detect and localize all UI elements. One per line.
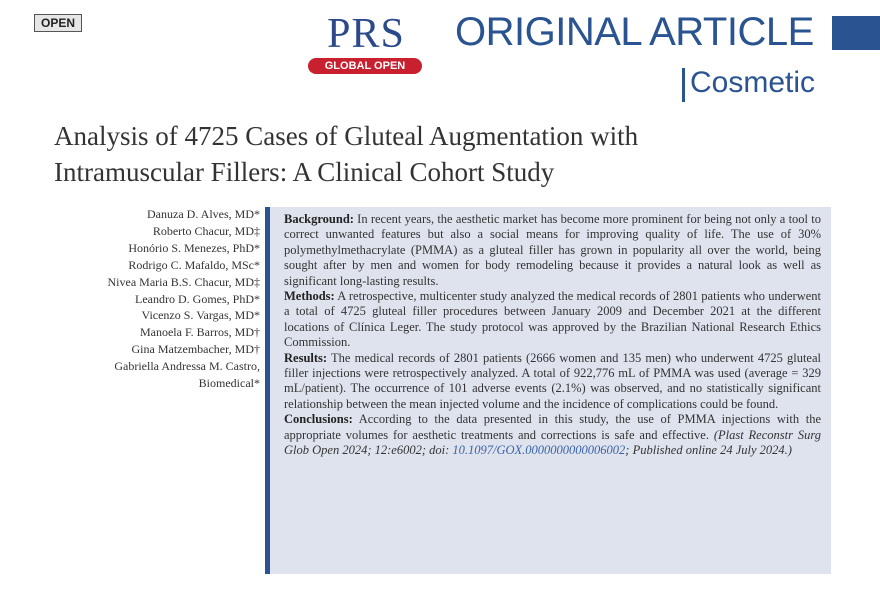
author: Roberto Chacur, MD‡ — [152, 223, 260, 238]
author: Gina Matzembacher, MD† — [131, 342, 260, 357]
abstract-box — [265, 207, 831, 574]
background-label: Background: — [284, 212, 354, 226]
journal-logo[interactable] — [300, 12, 432, 78]
logo-wordmark: PRS — [327, 11, 405, 57]
author: Biomedical* — [198, 376, 260, 391]
title-line-2: Intramuscular Fillers: A Clinical Cohort Study — [54, 157, 555, 187]
section-label: Cosmetic — [690, 66, 816, 99]
article-title — [54, 118, 844, 190]
article-type-heading: ORIGINAL ARTICLE — [455, 10, 814, 54]
author: Manoela F. Barros, MD† — [139, 325, 260, 340]
abstract-conclusions — [284, 412, 821, 458]
citation-prefix: (Plast Reconstr Surg Glob Open 2024; 12:e6002; doi: — [284, 427, 821, 458]
author: Vicenzo S. Vargas, MD* — [141, 308, 260, 323]
section-divider — [682, 68, 685, 102]
abstract-results — [284, 351, 821, 413]
author: Honório S. Menezes, PhD* — [128, 240, 260, 255]
logo-subtitle: GLOBAL OPEN — [308, 58, 422, 74]
conclusions-label: Conclusions: — [284, 412, 353, 427]
abstract-background — [284, 212, 821, 289]
citation-suffix: ; Published online 24 July 2024.) — [625, 443, 792, 458]
author: Leandro D. Gomes, PhD* — [135, 291, 260, 306]
doi-link[interactable]: 10.1097/GOX.0000000000006002 — [452, 443, 626, 458]
author: Danuza D. Alves, MD* — [147, 207, 260, 221]
author: Nivea Maria B.S. Chacur, MD‡ — [107, 274, 260, 289]
abstract-methods — [284, 289, 821, 351]
methods-text: A retrospective, multicenter study analyzed the medical records of 2801 patients who underwent a total of 4725 gluteal filler procedures between January 2009 and December 2021 at the different locations of Clínica Leger. The study protocol was approved by the Brazilian National Research Ethics Commission. — [284, 289, 821, 350]
methods-label: Methods: — [284, 289, 335, 304]
background-text: In recent years, the aesthetic market has become more prominent for being not only a tool to correct unwanted features but also a social means for improving quality of life. The use of 30% polymethylmethacrylate (PMMA) as a gluteal filler has grown in popularity all over the world, being sought after by men and women for body remodeling because it provides a natural look as well as significant long-lasting results. — [284, 212, 821, 288]
results-label: Results: — [284, 350, 328, 365]
open-access-badge: OPEN — [34, 14, 82, 32]
results-text: The medical records of 2801 patients (2666 women and 135 men) who underwent 4725 gluteal filler injections were retrospectively analyzed. A total of 922,776 mL of PMMA was used (average = 329 mL/patient). The occurrence of 101 adverse events (2.1%) was observed, and no statistically significant relationship between the mean injected volume and the incidence of complications could be found. — [284, 350, 821, 411]
author: Gabriella Andressa M. Castro, — [114, 359, 260, 374]
header-accent-bar — [832, 16, 880, 50]
conclusions-text: According to the data presented in this study, the use of PMMA injections with the appropriate volumes for aesthetic treatments and corrections is safe and effective. — [284, 412, 821, 442]
title-line-1: Analysis of 4725 Cases of Gluteal Augmentation with — [54, 121, 639, 151]
author-list — [60, 206, 260, 392]
author: Rodrigo C. Mafaldo, MSc* — [128, 257, 260, 272]
